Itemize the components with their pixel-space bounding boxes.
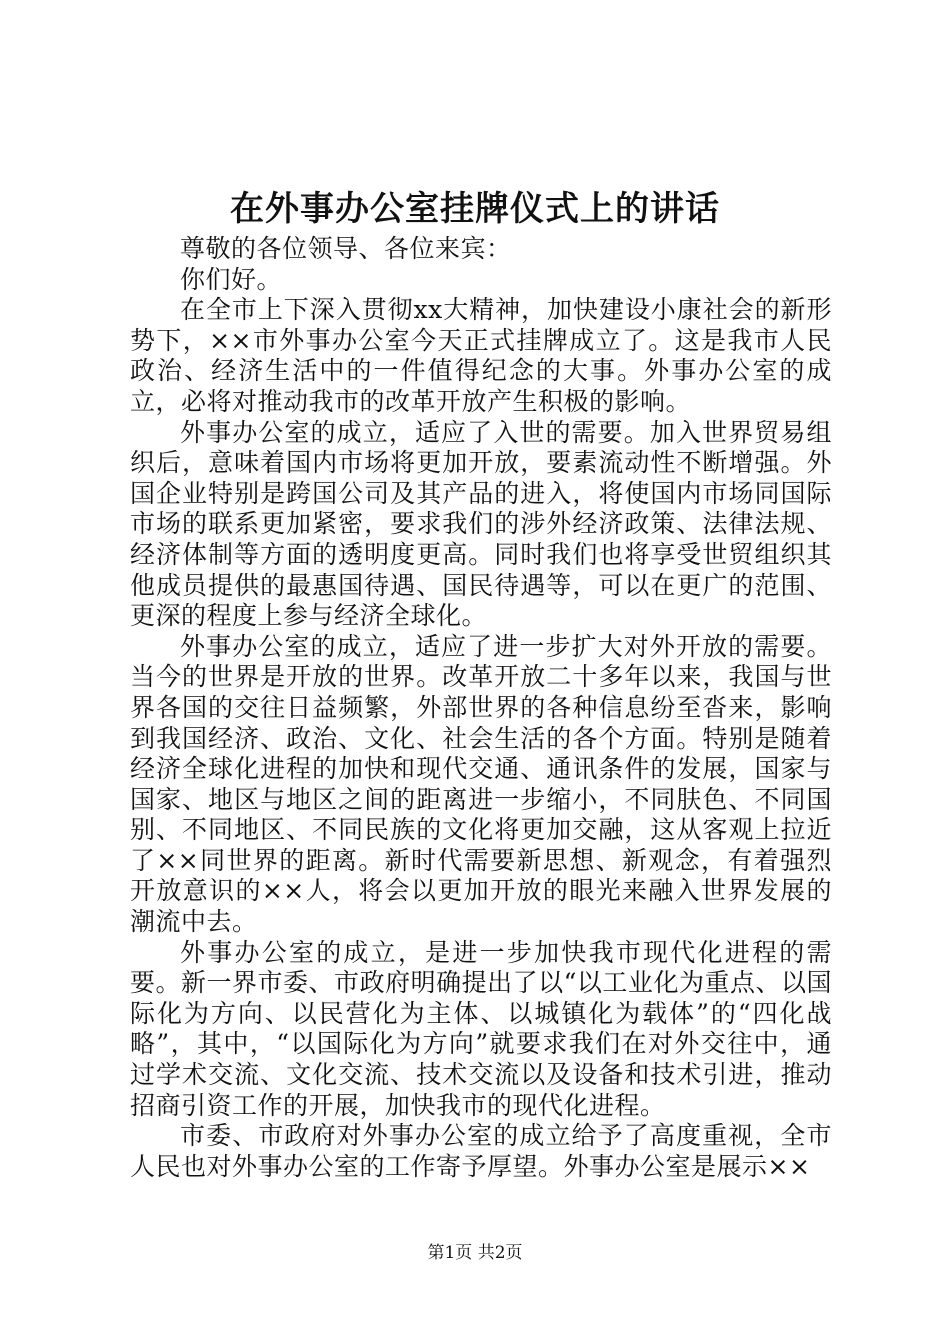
document-body [130,234,832,1182]
paragraph: 外事办公室的成立，是进一步加快我市现代化进程的需要。新一界市委、市政府明确提出了以“以工业化为重点、以国际化为方向、以民营化为主体、以城镇化为载体”的“四化战略”，其中，“以国际化为方向”就要求我们在对外交往中，通过学术交流、文化交流、技术交流以及设备和技术引进，推动招商引资工作的开展，加快我市的现代化进程。 [130,937,832,1120]
paragraph: 市委、市政府对外事办公室的成立给予了高度重视，全市人民也对外事办公室的工作寄予厚望。外事办公室是展示×× [130,1121,832,1181]
paragraph-greeting: 你们好。 [180,264,283,294]
paragraph-salutation: 尊敬的各位领导、各位来宾： [180,234,512,263]
page-number-footer: 第1页 共2页 [427,1243,523,1263]
document-title: 在外事办公室挂牌仪式上的讲话 [230,189,720,229]
paragraph: 外事办公室的成立，适应了入世的需要。加入世界贸易组织后，意味着国内市场将更加开放，要素流动性不断增强。外国企业特别是跨国公司及其产品的进入，将使国内市场同国际市场的联系更加紧密，要求我们的涉外经济政策、法律法规、经济体制等方面的透明度更高。同时我们也将享受世贸组织其他成员提供的最惠国待遇、国民待遇等，可以在更广的范围、更深的程度上参与经济全球化。 [130,417,832,631]
paragraph: 在全市上下深入贯彻xx大精神，加快建设小康社会的新形势下，××市外事办公室今天正式挂牌成立了。这是我市人民政治、经济生活中的一件值得纪念的大事。外事办公室的成立，必将对推动我市的改革开放产生积极的影响。 [130,295,832,416]
paragraph: 外事办公室的成立，适应了进一步扩大对外开放的需要。当今的世界是开放的世界。改革开放二十多年以来，我国与世界各国的交往日益频繁，外部世界的各种信息纷至沓来，影响到我国经济、政治、文化、社会生活的各个方面。特别是随着经济全球化进程的加快和现代交通、通讯条件的发展，国家与国家、地区与地区之间的距离进一步缩小，不同肤色、不同国别、不同地区、不同民族的文化将更加交融，这从客观上拉近了××同世界的距离。新时代需要新思想、新观念，有着强烈开放意识的××人，将会以更加开放的眼光来融入世界发展的潮流中去。 [130,631,832,937]
